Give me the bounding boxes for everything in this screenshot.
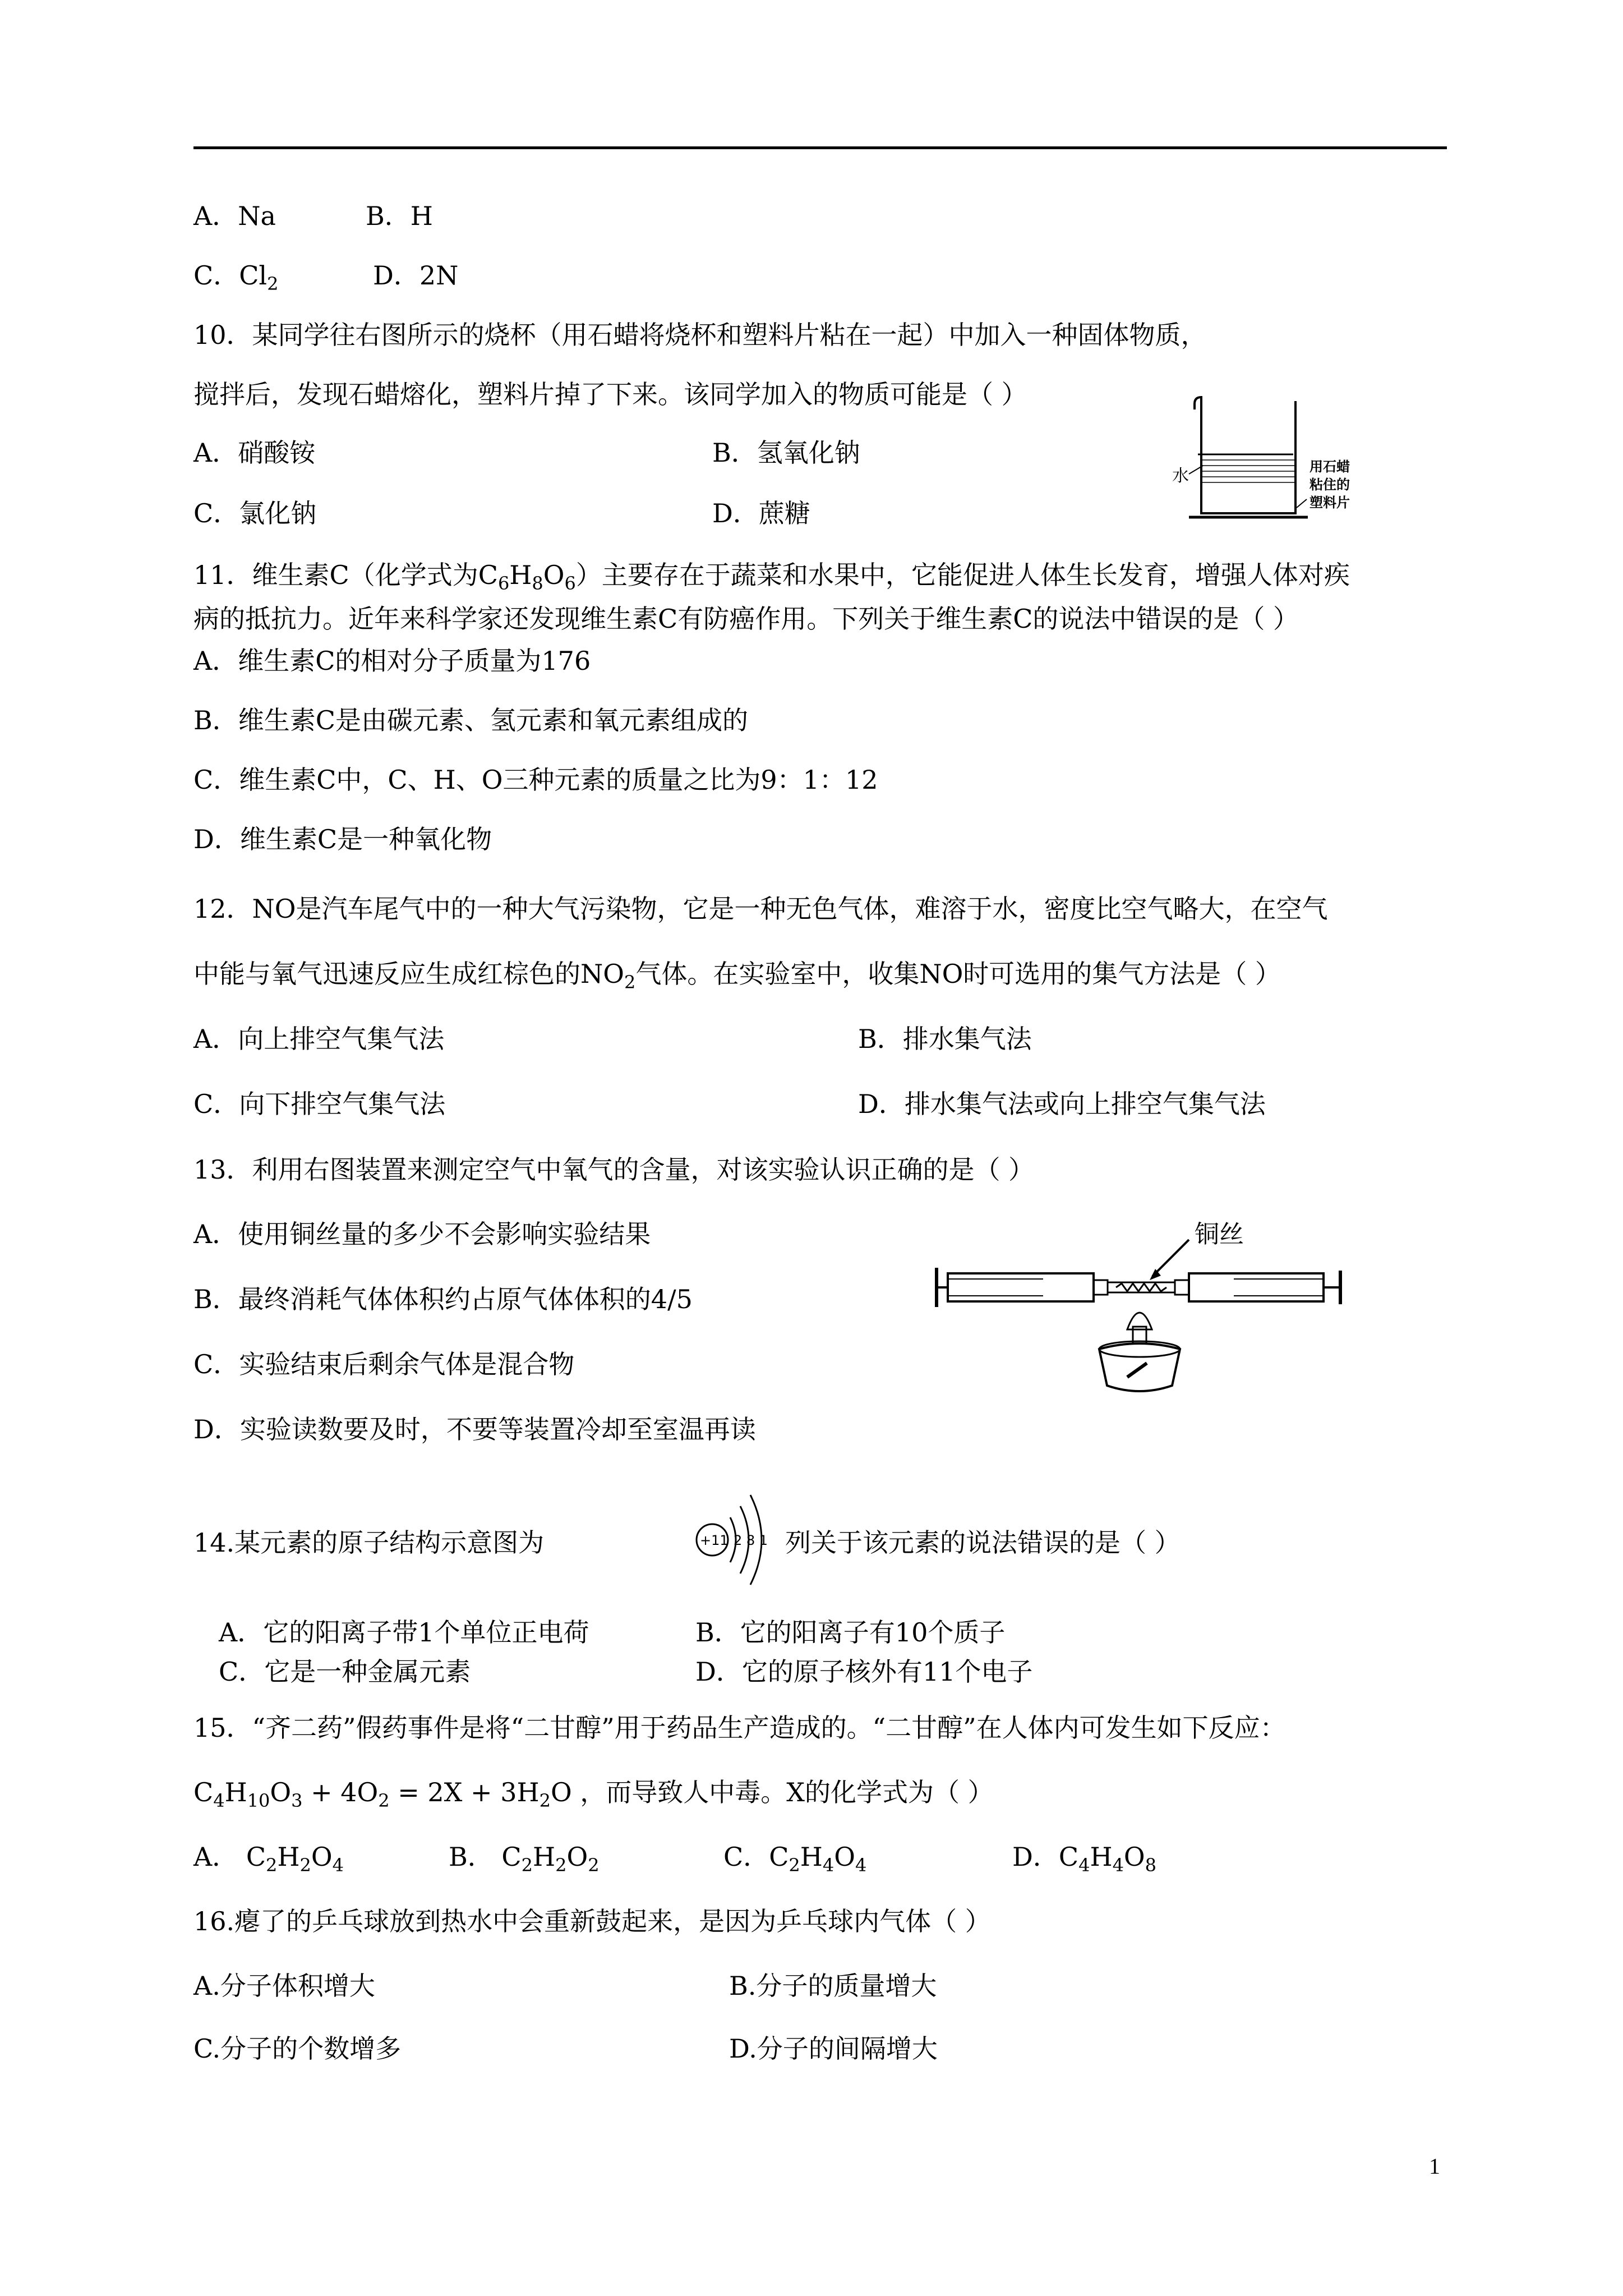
beaker-label-line1: 用石蜡 [1310,459,1350,475]
q12-option-b: B．排水集气法 [858,1024,1032,1054]
atom-nucleus-charge: +11 [700,1533,728,1548]
q14-option-d: D．它的原子核外有11个电子 [695,1657,1033,1687]
q11-option-c: C．维生素C中，C、H、O三种元素的质量之比为9：1：12 [193,765,878,795]
q16-stem: 16.瘪了的乒乓球放到热水中会重新鼓起来，是因为乒乓球内气体（ ） [193,1906,991,1936]
q12-option-a: A．向上排空气集气法 [193,1024,445,1054]
atom-structure-figure [679,1487,791,1593]
q15-option-d: D．$C_4H_4O_8$ [1012,1842,1156,1876]
q15-stem-line1: 15．“齐二药”假药事件是将“二甘醇”用于药品生产造成的。“二甘醇”在人体内可发生如下反应： [193,1713,1286,1743]
q9-option-d: D．2N [373,260,459,291]
beaker-figure [1172,387,1374,533]
q15-option-c: C．$C_2H_4O_4$ [723,1842,867,1876]
q10-stem-line1: 10．某同学往右图所示的烧杯（用石蜡将烧杯和塑料片粘在一起）中加入一种固体物质， [193,320,1207,350]
beaker-label-line3: 塑料片 [1310,495,1350,510]
q12-stem-line1: 12．NO是汽车尾气中的一种大气污染物，它是一种无色气体，难溶于水，密度比空气略大，在空气 [193,894,1328,924]
q14-option-a: A．它的阳离子带1个单位正电荷 [219,1617,589,1648]
beaker-water-label: 水 [1172,466,1189,486]
q14-option-b: B．它的阳离子有10个质子 [695,1617,1006,1648]
q10-option-d: D．蔗糖 [712,498,810,528]
q13-stem: 13．利用右图装置来测定空气中氧气的含量，对该实验认识正确的是（ ） [193,1154,1035,1185]
q11-option-d: D．维生素C是一种氧化物 [193,824,492,854]
q11-stem-line2: 病的抵抗力。近年来科学家还发现维生素C有防癌作用。下列关于维生素C的说法中错误的是（ ） [193,604,1299,634]
q14-option-c: C．它是一种金属元素 [219,1657,471,1687]
syringe-apparatus-figure [931,1217,1357,1408]
q16-option-a: A.分子体积增大 [193,1971,375,2001]
q12-option-c: C．向下排空气集气法 [193,1089,446,1119]
beaker-label-line2: 粘住的 [1310,477,1350,493]
q16-option-b: B.分子的质量增大 [729,1971,937,2001]
q16-option-c: C.分子的个数增多 [193,2033,402,2064]
atom-electron-shells: 2 8 1 [734,1533,768,1548]
q12-stem-line2: 中能与氧气迅速反应生成红棕色的$NO_2$气体。在实验室中，收集NO时可选用的集气方法是（ ） [193,959,1281,993]
q15-option-a: A． $C_2H_2O_4$ [193,1842,344,1876]
q11-stem-line1: 11．维生素C（化学式为$C_6H_8O_6$）主要存在于蔬菜和水果中，它能促进人体生长发育，增强人体对疾 [193,560,1350,594]
q13-option-a: A．使用铜丝量的多少不会影响实验结果 [193,1219,651,1249]
q11-option-b: B．维生素C是由碳元素、氢元素和氧元素组成的 [193,705,748,735]
q10-stem-line2: 搅拌后，发现石蜡熔化，塑料片掉了下来。该同学加入的物质可能是（ ） [193,379,1027,409]
q10-option-a: A．硝酸铵 [193,438,316,468]
header-rule [193,146,1447,149]
page-number: 1 [1429,2154,1440,2179]
q16-option-d: D.分子的间隔增大 [729,2033,938,2064]
q15-equation-line: $C_4H_{10}O_3 + 4O_2 = 2X + 3H_2O$ ，而导致人中毒。X的化学式为（ ） [193,1777,994,1811]
q13-option-d: D．实验读数要及时，不要等装置冷却至室温再读 [193,1414,756,1444]
q13-option-c: C．实验结束后剩余气体是混合物 [193,1349,575,1379]
q9-option-b: B．H [366,201,433,231]
q10-option-c: C．氯化钠 [193,498,317,528]
q9-option-c: C．$Cl_2$ [193,260,279,295]
q15-option-b: B． $C_2H_2O_2$ [449,1842,600,1876]
q11-option-a: A．维生素C的相对分子质量为176 [193,646,591,676]
q10-option-b: B．氢氧化钠 [712,438,860,468]
q14-stem-pre: 14.某元素的原子结构示意图为 [193,1527,545,1558]
copper-wire-label: 铜丝 [1195,1220,1244,1249]
q9-option-a: A．Na [193,201,276,231]
q12-option-d: D．排水集气法或向上排空气集气法 [858,1089,1266,1119]
q13-option-b: B．最终消耗气体体积约占原气体体积的4/5 [193,1284,693,1314]
q14-stem-post: 列关于该元素的说法错误的是（ ） [785,1527,1181,1558]
